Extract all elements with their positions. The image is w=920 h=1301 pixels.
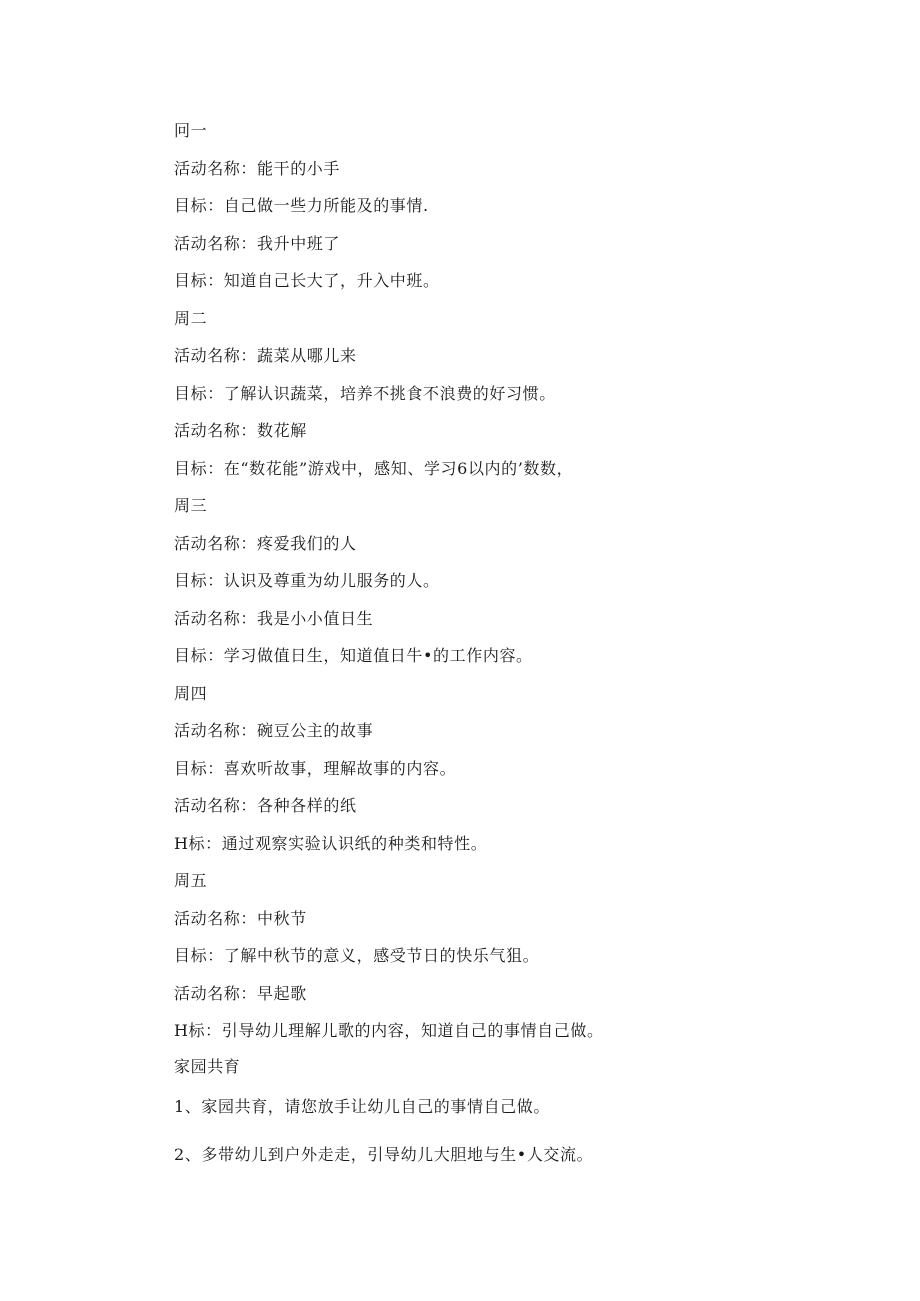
activity-name: 活动名称：碗豆公主的故事 [174,721,374,740]
heading-friday: 周五 [174,871,208,890]
activity-name: 活动名称：数花解 [174,421,307,440]
activity-name: 活动名称：疼爱我们的人 [174,534,357,553]
activity-goal: H标：引导幼儿理解儿歌的内容，知道自己的事情自己做。 [174,1021,604,1040]
heading-monday: 冋一 [174,121,208,140]
activity-name: 活动名称：各种各样的纸 [174,796,357,815]
activity-name: 活动名称：蔬菜从哪儿来 [174,346,357,365]
activity-name: 活动名称：中秋节 [174,909,307,928]
heading-tuesday: 周二 [174,309,208,328]
activity-goal: 目标：喜欢听故事，理解故事的内容。 [174,759,457,778]
activity-goal: 目标：在“数花能”游戏中，感知、学习6以内的’数数， [174,459,574,478]
activity-goal: 目标：学习做值日生，知道值日牛•的工作内容。 [174,646,533,665]
activity-goal: H标：通过观察实验认识纸的种类和特性。 [174,834,488,853]
activity-goal: 目标：认识及尊重为幼儿服务的人。 [174,571,440,590]
activity-goal: 目标：知道自己长大了，升入中班。 [174,271,440,290]
activity-goal: 目标：了解认识蔬菜，培养不挑食不浪费的好习惯。 [174,384,556,403]
activity-goal: 目标：了解中秋节的意义，感受节日的快乐气狙。 [174,946,540,965]
activity-name: 活动名称：能干的小手 [174,159,341,178]
home-school-item: 2、多带幼儿到户外走走，引导幼儿大胆地与生•人交流。 [174,1145,594,1164]
home-school-item: 1、家园共育，请您放手让幼儿自己的事情自己做。 [174,1097,550,1116]
activity-goal: 目标：自己做一些力所能及的事情. [174,196,429,215]
activity-name: 活动名称：早起歌 [174,984,307,1003]
heading-home-school: 家园共育 [174,1057,241,1076]
heading-thursday: 周四 [174,684,208,703]
heading-wednesday: 周三 [174,496,208,515]
activity-name: 活动名称：我是小小值日生 [174,609,374,628]
activity-name: 活动名称：我升中班了 [174,234,341,253]
